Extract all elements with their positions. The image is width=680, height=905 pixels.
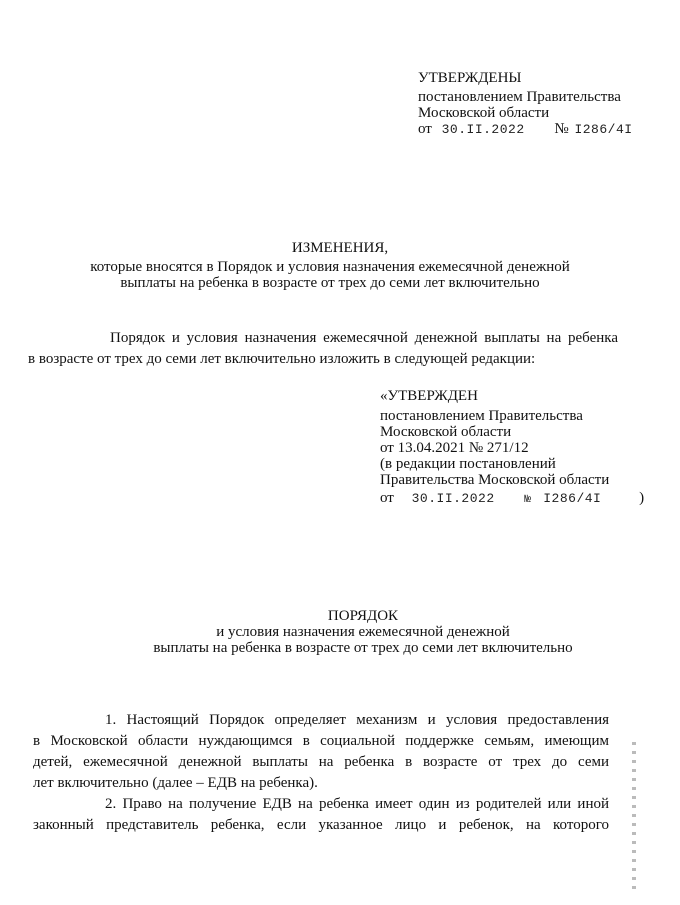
quote-approval-title: «УТВЕРЖДЕН bbox=[380, 388, 478, 404]
quote-approval-line: (в редакции постановлений bbox=[380, 456, 556, 472]
quote-date-row bbox=[380, 490, 644, 508]
intro-paragraph bbox=[28, 328, 618, 370]
date-prefix: от bbox=[418, 121, 432, 137]
order-header bbox=[0, 608, 640, 656]
order-subtitle-line: и условия назначения ежемесячной денежной bbox=[216, 624, 510, 640]
approval-block-top bbox=[418, 70, 633, 138]
handwritten-number: I286/4I bbox=[543, 491, 602, 506]
order-subtitle-line: выплаты на ребенка в возрасте от трех до семи лет включительно bbox=[153, 640, 573, 656]
approval-title: УТВЕРЖДЕНЫ bbox=[418, 70, 522, 86]
changes-header bbox=[20, 240, 680, 291]
scan-edge-mark bbox=[632, 742, 636, 892]
quote-approval-line: от 13.04.2021 № 271/12 bbox=[380, 440, 529, 456]
paragraph-line: 1. Настоящий Порядок определяет механизм и условия предоставления bbox=[105, 712, 609, 728]
intro-line: Порядок и условия назначения ежемесячной денежной выплаты на ребенка bbox=[110, 330, 618, 346]
paragraph-line: в Московской области нуждающимся в социальной поддержке семьям, имеющим bbox=[33, 733, 609, 749]
approval-line: Московской области bbox=[418, 105, 550, 121]
intro-line: в возрасте от трех до семи лет включительно изложить в следующей редакции: bbox=[28, 351, 536, 367]
number-prefix: № bbox=[524, 494, 532, 506]
changes-subtitle-line: выплаты на ребенка в возрасте от трех до семи лет включительно bbox=[120, 275, 540, 291]
paragraph-line: 2. Право на получение ЕДВ на ребенка имеет один из родителей или иной bbox=[105, 796, 609, 812]
quote-approval-line: постановлением Правительства bbox=[380, 408, 583, 424]
changes-subtitle-line: которые вносятся в Порядок и условия назначения ежемесячной денежной bbox=[90, 259, 570, 275]
closing-parenthesis: ) bbox=[639, 490, 645, 506]
handwritten-number: I286/4I bbox=[574, 122, 633, 137]
quote-approval-line: Правительства Московской области bbox=[380, 472, 610, 488]
body-text bbox=[33, 710, 609, 836]
quote-approval-line: Московской области bbox=[380, 424, 512, 440]
number-prefix: № bbox=[554, 121, 569, 137]
paragraph-line: детей, ежемесячной денежной выплаты на ребенка в возрасте от трех до семи bbox=[33, 754, 609, 770]
paragraph-line: законный представитель ребенка, если указанное лицо и ребенок, на которого bbox=[33, 817, 609, 833]
date-prefix: от bbox=[380, 490, 394, 506]
handwritten-date: 30.II.2022 bbox=[411, 491, 495, 506]
approval-date-row bbox=[418, 121, 633, 138]
handwritten-date: 30.II.2022 bbox=[441, 122, 525, 137]
paragraph-line: лет включительно (далее – ЕДВ на ребенка). bbox=[33, 775, 318, 791]
approval-block-quote bbox=[380, 388, 644, 508]
changes-title: ИЗМЕНЕНИЯ, bbox=[291, 240, 389, 256]
approval-line: постановлением Правительства bbox=[418, 89, 621, 105]
order-title: ПОРЯДОК bbox=[327, 608, 399, 624]
